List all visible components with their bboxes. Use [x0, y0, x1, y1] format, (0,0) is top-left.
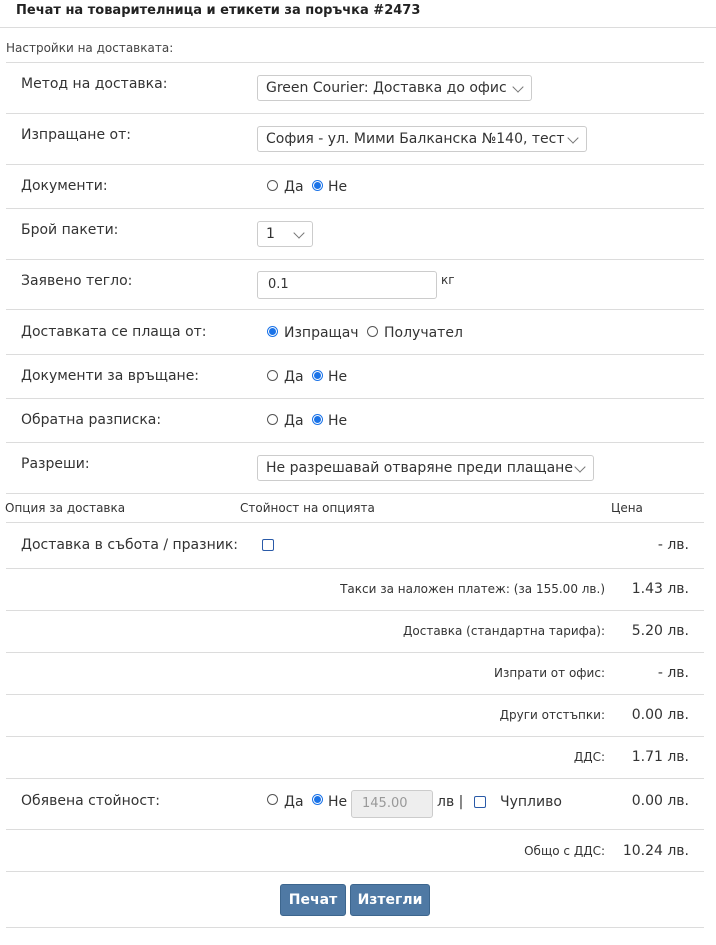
fee-value: 5.20 лв. — [631, 623, 689, 639]
payer-sender-radio[interactable] — [267, 326, 278, 337]
allow-value: Не разрешавай отваряне преди плащане — [266, 460, 573, 476]
divider — [6, 736, 704, 737]
packages-label: Брой пакети: — [21, 222, 119, 238]
receipt-label: Обратна разписка: — [21, 412, 162, 428]
divider — [6, 652, 704, 653]
weight-unit: кг — [441, 273, 455, 287]
chevron-down-icon — [567, 132, 578, 143]
page-title: Печат на товарителница и етикети за поръчка #2473 — [16, 3, 421, 18]
divider — [6, 208, 704, 209]
declared-amount-input[interactable]: 145.00 — [351, 790, 433, 818]
options-header-option: Опция за доставка — [5, 501, 126, 515]
chevron-down-icon — [512, 81, 523, 92]
divider — [6, 778, 704, 779]
send-from-value: София - ул. Мими Балканска №140, тест — [266, 131, 565, 147]
weight-label: Заявено тегло: — [21, 273, 133, 289]
declared-yes-label: Да — [284, 794, 304, 810]
send-from-select[interactable] — [257, 126, 587, 152]
send-from-label: Изпращане от: — [21, 127, 131, 143]
receipt-yes-radio[interactable] — [267, 414, 278, 425]
divider — [6, 927, 704, 928]
documents-yes-label: Да — [284, 179, 304, 195]
return-docs-no-radio[interactable] — [312, 370, 323, 381]
declared-label: Обявена стойност: — [21, 793, 160, 809]
fragile-label: Чупливо — [500, 794, 562, 810]
documents-no-label: Не — [328, 179, 348, 195]
divider — [6, 354, 704, 355]
documents-no-radio[interactable] — [312, 180, 323, 191]
fee-label: Други отстъпки: — [499, 708, 605, 722]
cancel-button[interactable]: Изтегли — [350, 884, 430, 916]
chevron-down-icon — [574, 461, 585, 472]
divider — [0, 27, 716, 28]
declared-yes-radio[interactable] — [267, 794, 278, 805]
declared-no-label: Не — [328, 794, 348, 810]
return-docs-yes-radio[interactable] — [267, 370, 278, 381]
divider — [6, 398, 704, 399]
receipt-yes-label: Да — [284, 413, 304, 429]
allow-label: Разреши: — [21, 456, 90, 472]
divider — [6, 113, 704, 114]
payer-sender-label: Изпращач — [284, 325, 359, 341]
fee-value: 1.71 лв. — [631, 749, 689, 765]
divider — [6, 694, 704, 695]
documents-yes-radio[interactable] — [267, 180, 278, 191]
return-docs-label: Документи за връщане: — [21, 368, 200, 384]
divider — [6, 829, 704, 830]
declared-no-radio[interactable] — [312, 794, 323, 805]
fee-label: Такси за наложен платеж: (за 155.00 лв.) — [340, 582, 605, 596]
divider — [6, 164, 704, 165]
fee-label: ДДС: — [573, 750, 605, 764]
options-header-price: Цена — [611, 501, 643, 515]
divider — [6, 259, 704, 260]
receipt-no-label: Не — [328, 413, 348, 429]
fee-label: Изпрати от офис: — [494, 666, 605, 680]
return-docs-no-label: Не — [328, 369, 348, 385]
saturday-label: Доставка в събота / празник: — [21, 537, 238, 553]
print-button[interactable]: Печат — [280, 884, 346, 916]
total-value: 10.24 лв. — [622, 843, 689, 859]
divider — [6, 610, 704, 611]
return-docs-yes-label: Да — [284, 369, 304, 385]
section-label: Настройки на доставката: — [6, 41, 174, 55]
payer-receiver-label: Получател — [384, 325, 463, 341]
total-label: Общо с ДДС: — [524, 844, 605, 858]
saturday-checkbox[interactable] — [262, 539, 274, 551]
divider — [6, 62, 704, 63]
weight-input[interactable]: 0.1 — [257, 271, 437, 299]
divider — [6, 522, 704, 523]
method-value: Green Courier: Доставка до офис — [266, 80, 507, 96]
divider — [6, 871, 704, 872]
fragile-checkbox[interactable] — [474, 796, 486, 808]
chevron-down-icon — [293, 227, 304, 238]
documents-label: Документи: — [21, 178, 108, 194]
saturday-price: - лв. — [657, 537, 689, 553]
fee-value: - лв. — [657, 665, 689, 681]
payer-receiver-radio[interactable] — [367, 326, 378, 337]
divider — [6, 493, 704, 494]
receipt-no-radio[interactable] — [312, 414, 323, 425]
packages-value: 1 — [266, 226, 275, 242]
method-select[interactable] — [257, 75, 532, 101]
options-header-value: Стойност на опцията — [240, 501, 375, 515]
packages-select[interactable] — [257, 221, 313, 247]
fee-label: Доставка (стандартна тарифа): — [403, 624, 605, 638]
declared-price: 0.00 лв. — [631, 793, 689, 809]
declared-currency: лв | — [437, 794, 464, 810]
fee-value: 1.43 лв. — [631, 581, 689, 597]
divider — [6, 568, 704, 569]
divider — [6, 309, 704, 310]
payer-label: Доставката се плаща от: — [21, 324, 207, 340]
allow-select[interactable] — [257, 455, 594, 481]
divider — [6, 442, 704, 443]
method-label: Метод на доставка: — [21, 76, 168, 92]
fee-value: 0.00 лв. — [631, 707, 689, 723]
